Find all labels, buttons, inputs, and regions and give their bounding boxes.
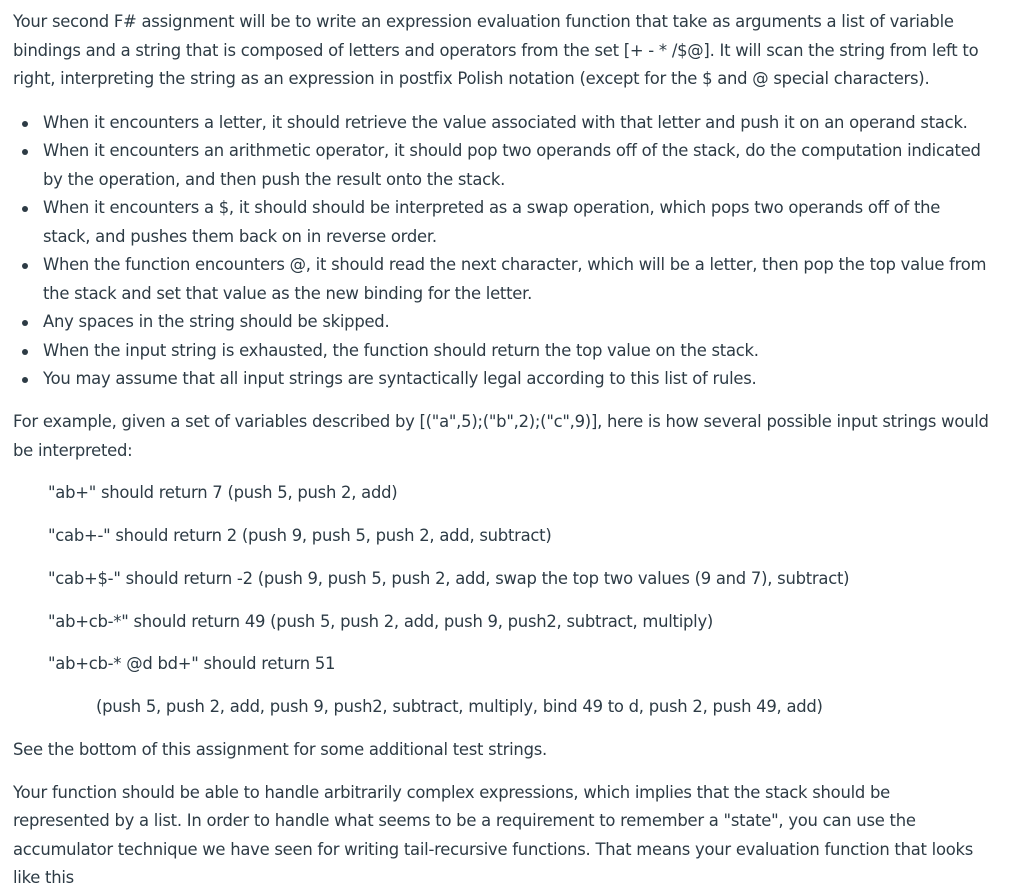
bullet-icon — [22, 263, 28, 269]
list-item: When it encounters a letter, it should retrieve the value associated with that letter and push it on an operand stack. — [43, 113, 968, 132]
closing-line: like this — [13, 868, 74, 887]
example-line: "ab+cb-*" should return 49 (push 5, push 2, add, push 9, push2, subtract, multiply) — [48, 612, 714, 631]
list-item: Any spaces in the string should be skipped. — [43, 312, 390, 331]
closing-line: accumulator technique we have seen for writing tail-recursive functions. That means your evaluation function that looks — [13, 840, 974, 859]
see-bottom-note: See the bottom of this assignment for some additional test strings. — [13, 740, 547, 759]
intro-line: Your second F# assignment will be to write an expression evaluation function that take as arguments a list of variable — [13, 12, 954, 31]
example-line: "cab+$-" should return -2 (push 9, push 5, push 2, add, swap the top two values (9 and 7), subtract) — [48, 569, 850, 588]
example-line: "cab+-" should return 2 (push 9, push 5, push 2, add, subtract) — [48, 526, 552, 545]
example-line: "ab+cb-* @d bd+" should return 51 — [48, 654, 336, 673]
bullet-icon — [22, 377, 28, 383]
closing-line: Your function should be able to handle arbitrarily complex expressions, which implies that the stack should be — [13, 783, 891, 802]
intro-line: bindings and a string that is composed of letters and operators from the set [+ - * /$@]. It will scan the string from left to — [13, 41, 979, 60]
bullet-icon — [22, 149, 28, 155]
bullet-icon — [22, 206, 28, 212]
list-item: When it encounters an arithmetic operator, it should pop two operands off of the stack, do the computation indicated — [43, 141, 981, 160]
list-item: You may assume that all input strings are syntactically legal according to this list of rules. — [43, 369, 757, 388]
bullet-icon — [22, 121, 28, 127]
list-item: When the function encounters @, it should read the next character, which will be a letter, then pop the top value from — [43, 255, 987, 274]
list-item: When it encounters a $, it should should be interpreted as a swap operation, which pops two operands off of the — [43, 198, 941, 217]
example-intro-line: be interpreted: — [13, 441, 133, 460]
list-item-continuation: by the operation, and then push the result onto the stack. — [43, 170, 506, 189]
list-item-continuation: stack, and pushes them back on in reverse order. — [43, 227, 437, 246]
example-detail: (push 5, push 2, add, push 9, push2, subtract, multiply, bind 49 to d, push 2, push 49, add) — [96, 697, 823, 716]
example-intro-line: For example, given a set of variables described by [("a",5);("b",2);("c",9)], here is how several possible input strings would — [13, 412, 989, 431]
example-line: "ab+" should return 7 (push 5, push 2, add) — [48, 483, 398, 502]
list-item-continuation: the stack and set that value as the new binding for the letter. — [43, 284, 533, 303]
intro-line: right, interpreting the string as an expression in postfix Polish notation (except for the $ and @ special characters). — [13, 69, 930, 88]
closing-line: represented by a list. In order to handle what seems to be a requirement to remember a "state", you can use the — [13, 811, 916, 830]
list-item: When the input string is exhausted, the function should return the top value on the stack. — [43, 341, 759, 360]
bullet-icon — [22, 349, 28, 355]
bullet-icon — [22, 320, 28, 326]
